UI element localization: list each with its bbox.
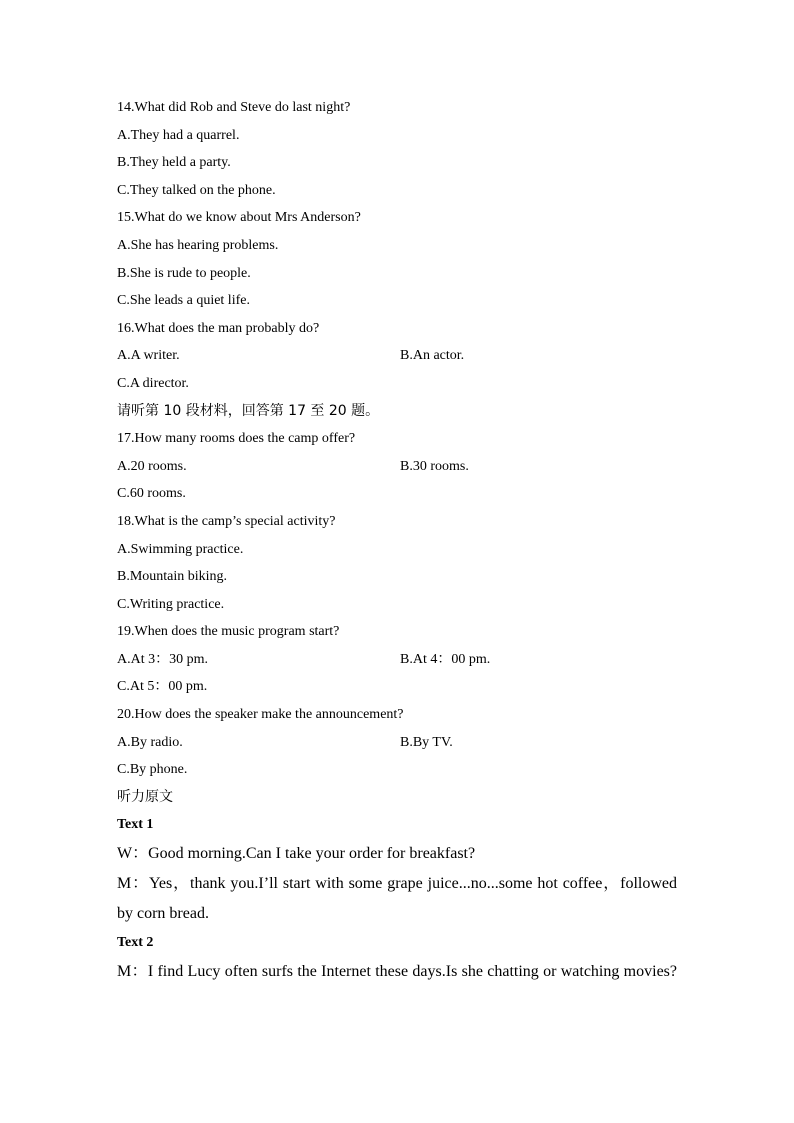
question-14-option-b: B.They held a party.	[117, 155, 231, 171]
question-20-options-row	[117, 729, 677, 757]
question-16-option-a: A.A writer.	[117, 348, 180, 364]
question-16-option-c: C.A director.	[117, 375, 189, 391]
text-2-line-1: M：I find Lucy often surfs the Internet these days.Is she chatting or watching movies?	[117, 962, 677, 980]
text-2-title: Text 2	[117, 935, 154, 951]
question-18-option-c: C.Writing practice.	[117, 596, 225, 612]
question-14-stem: 14.What did Rob and Steve do last night?	[117, 100, 351, 115]
question-17-option-b: B.30 rooms.	[400, 458, 469, 474]
question-14-option-a: A.They had a quarrel.	[117, 127, 240, 143]
text-1-line-2: M：Yes，thank you.I’ll start with some grape juice...no...some hot coffee，followed	[117, 875, 677, 893]
question-15-stem: 15.What do we know about Mrs Anderson?	[117, 210, 361, 226]
question-19-options-row	[117, 646, 677, 674]
question-17-options-row	[117, 453, 677, 481]
question-18-option-a: A.Swimming practice.	[117, 541, 244, 557]
question-19-option-c: C.At 5：00 pm.	[117, 679, 208, 695]
question-14-option-c: C.They talked on the phone.	[117, 182, 276, 198]
question-15-option-b: B.She is rude to people.	[117, 265, 251, 281]
question-17-option-a: A.20 rooms.	[117, 458, 187, 474]
text-1-line-3: by corn bread.	[117, 905, 209, 923]
question-20-option-a: A.By radio.	[117, 734, 183, 750]
text-1-title: Text 1	[117, 817, 154, 833]
question-17-stem: 17.How many rooms does the camp offer?	[117, 431, 356, 447]
transcript-heading: 听力原文	[117, 788, 173, 805]
question-17-option-c: C.60 rooms.	[117, 486, 186, 502]
question-18-option-b: B.Mountain biking.	[117, 569, 228, 585]
question-19-stem: 19.When does the music program start?	[117, 624, 340, 640]
question-15-option-c: C.She leads a quiet life.	[117, 293, 250, 309]
document-body	[117, 94, 677, 987]
question-16-option-b: B.An actor.	[400, 348, 465, 364]
question-16-options-row	[117, 342, 677, 370]
question-19-option-a: A.At 3：30 pm.	[117, 651, 208, 667]
question-20-option-c: C.By phone.	[117, 762, 188, 778]
question-18-stem: 18.What is the camp’s special activity?	[117, 513, 336, 529]
question-20-stem: 20.How does the speaker make the announcement?	[117, 707, 404, 723]
text-1-line-1: W：Good morning.Can I take your order for breakfast?	[117, 845, 476, 863]
question-15-option-a: A.She has hearing problems.	[117, 237, 279, 253]
question-19-option-b: B.At 4：00 pm.	[400, 651, 491, 667]
question-20-option-b: B.By TV.	[400, 734, 453, 750]
section-instruction: 请听第 10 段材料，回答第 17 至 20 题。	[117, 402, 380, 419]
question-16-stem: 16.What does the man probably do?	[117, 320, 320, 336]
